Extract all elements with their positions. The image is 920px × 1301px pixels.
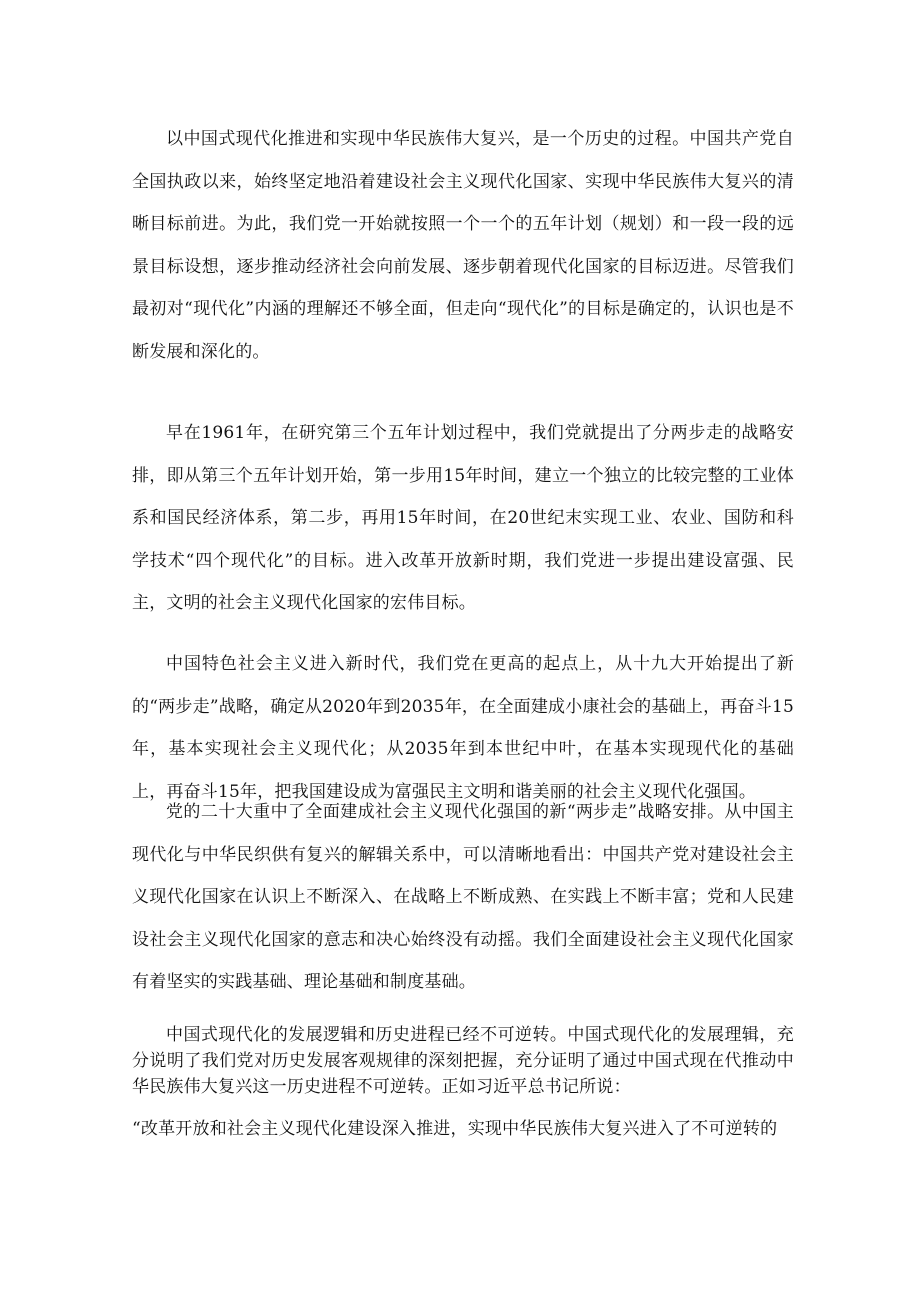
paragraph-6: “改革开放和社会主义现代化建设深入推进，实现中华民族伟大复兴进入了不可逆转的 bbox=[132, 1119, 778, 1139]
paragraph-5: 中国式现代化的发展逻辑和历史进程已经不可逆转。中国式现代化的发展理辑，充分说明了我们党对历史发展客观规律的深刻把握，充分证明了通过中国式现在代推动中华民族伟大复兴这一历史进程不可逆转。正如习近平总书记所说： bbox=[132, 1025, 794, 1097]
paragraph-3: 中国特色社会主义进入新时代，我们党在更高的起点上，从十九大开始提出了新的“两步走”战略，确定从2020年到2035年，在全面建成小康社会的基础上，再奋斗15年，基本实现社会主义现代化；从2035年到本世纪中叶，在基本实现现代化的基础上，再奋斗15年，把我国建设成为富强民主文明和谐美丽的社会主义现代化强国。 bbox=[132, 654, 794, 802]
paragraph-4: 党的二十大重中了全面建成社会主义现代化强国的新“两步走”战略安排。从中国主现代化与中华民织供有复兴的解辑关系中，可以清晰地看出：中国共产党对建设社会主义现代化国家在认识上不断深入、在战略上不断成熟、在实践上不断丰富；党和人民建设社会主义现代化国家的意志和决心始终没有动摇。我们全面建设社会主义现代化国家有着坚实的实践基础、理论基础和制度基础。 bbox=[132, 802, 794, 992]
paragraph-2: 早在1961年，在研究第三个五年计划过程中，我们党就提出了分两步走的战略安排，即从第三个五年计划开始，第一步用15年时间，建立一个独立的比较完整的工业体系和国民经济体系，第二步，再用15年时间，在20世纪末实现工业、农业、国防和科学技术“四个现代化”的目标。进入改革开放新时期，我们党进一步提出建设富强、民主，文明的社会主义现代化国家的宏伟目标。 bbox=[132, 423, 794, 613]
paragraph-1: 以中国式现代化推进和实现中华民族伟大复兴，是一个历史的过程。中国共产党自全国执政以来，始终坚定地沿着建设社会主义现代化国家、实现中华民族伟大复兴的清晰目标前进。为此，我们党一开始就按照一个一个的五年计划（规划）和一段一段的远景目标设想，逐步推动经济社会向前发展、逐步朝着现代化国家的目标迈进。尽管我们最初对“现代化”内涵的理解还不够全面，但走向“现代化”的目标是确定的，认识也是不断发展和深化的。 bbox=[132, 129, 794, 362]
